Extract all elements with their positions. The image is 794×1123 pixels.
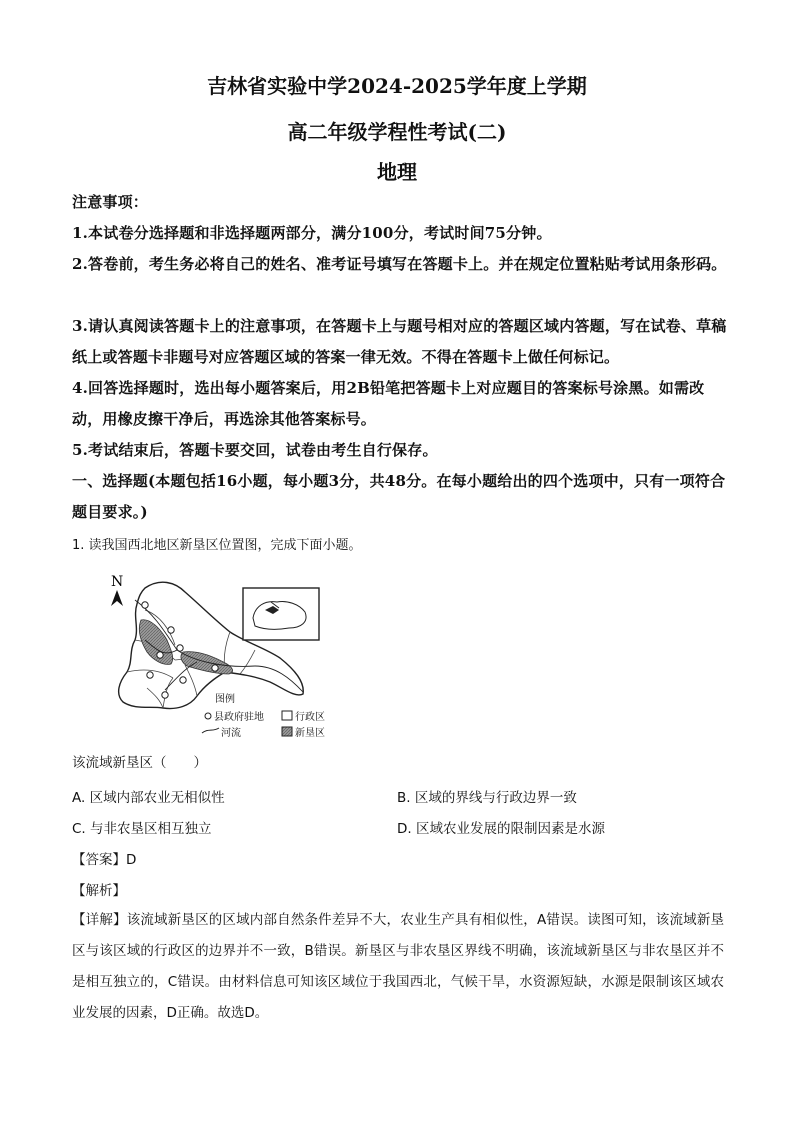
new-area-symbol	[282, 727, 292, 736]
note-item-4: 4.回答选择题时，选出每小题答案后，用2B铅笔把答题卡上对应题目的答案标号涂黑。如需改动，用橡皮擦干净后，再选涂其他答案标号。	[72, 379, 705, 428]
legend-admin: 行政区	[295, 712, 325, 723]
explanation: 【详解】该流域新垦区的区域内部自然条件差异不大，农业生产具有相似性，A错误。读图可知，该流域新垦区与该区域的行政区的边界并不一致，B错误。新垦区与非农垦区界线不明确，该流域新垦区与非农垦区并不是相互独立的，C错误。由材料信息可知该区域位于我国西北，气候干旱，水资源短缺，水源是限制该区域农业发展的因素，D正确。故选D。	[72, 912, 724, 1021]
north-arrow-icon	[111, 574, 123, 606]
note-item-5: 5.考试结束后，答题卡要交回，试卷由考生自行保存。	[72, 441, 438, 459]
admin-area-symbol	[282, 711, 292, 720]
notes-title: 注意事项：	[72, 193, 149, 211]
option-b: B. 区域的界线与行政边界一致	[397, 790, 577, 806]
river-symbol	[202, 728, 219, 733]
analysis-label: 【解析】	[72, 883, 126, 899]
county-seat-symbol	[205, 713, 211, 719]
section-title: 一、选择题(本题包括16小题，每小题3分，共48分。在每小题给出的四个选项中，只有一项符合题目要求。)	[72, 472, 726, 521]
region-map	[105, 570, 345, 740]
exam-title-grade: 高二年级学程性考试(二)	[287, 120, 507, 144]
option-a: A. 区域内部农业无相似性	[72, 790, 225, 806]
inset-map	[243, 588, 319, 640]
option-d: D. 区域农业发展的限制因素是水源	[397, 821, 605, 837]
legend-title: 图例	[215, 694, 235, 705]
legend-county: 县政府驻地	[214, 712, 264, 723]
legend-river: 河流	[221, 728, 241, 739]
option-c: C. 与非农垦区相互独立	[72, 821, 212, 837]
exam-subject: 地理	[377, 160, 417, 184]
north-label: N	[111, 574, 124, 590]
question-stem: 该流域新垦区（ ）	[72, 755, 207, 771]
question-intro: 1. 读我国西北地区新垦区位置图，完成下面小题。	[72, 538, 362, 553]
legend-new: 新垦区	[295, 728, 325, 739]
note-item-1: 1.本试卷分选择题和非选择题两部分，满分100分，考试时间75分钟。	[72, 224, 552, 242]
map-legend	[202, 692, 325, 739]
note-item-3: 3.请认真阅读答题卡上的注意事项，在答题卡上与题号相对应的答题区域内答题，写在试卷、草稿纸上或答题卡非题号对应答题区域的答案一律无效。不得在答题卡上做任何标记。	[72, 317, 727, 366]
note-item-2: 2.答卷前，考生务必将自己的姓名、准考证号填写在答题卡上。并在规定位置粘贴考试用条形码。	[72, 255, 727, 273]
answer: 【答案】D	[72, 852, 137, 868]
exam-title-school: 吉林省实验中学2024-2025学年度上学期	[207, 74, 587, 98]
